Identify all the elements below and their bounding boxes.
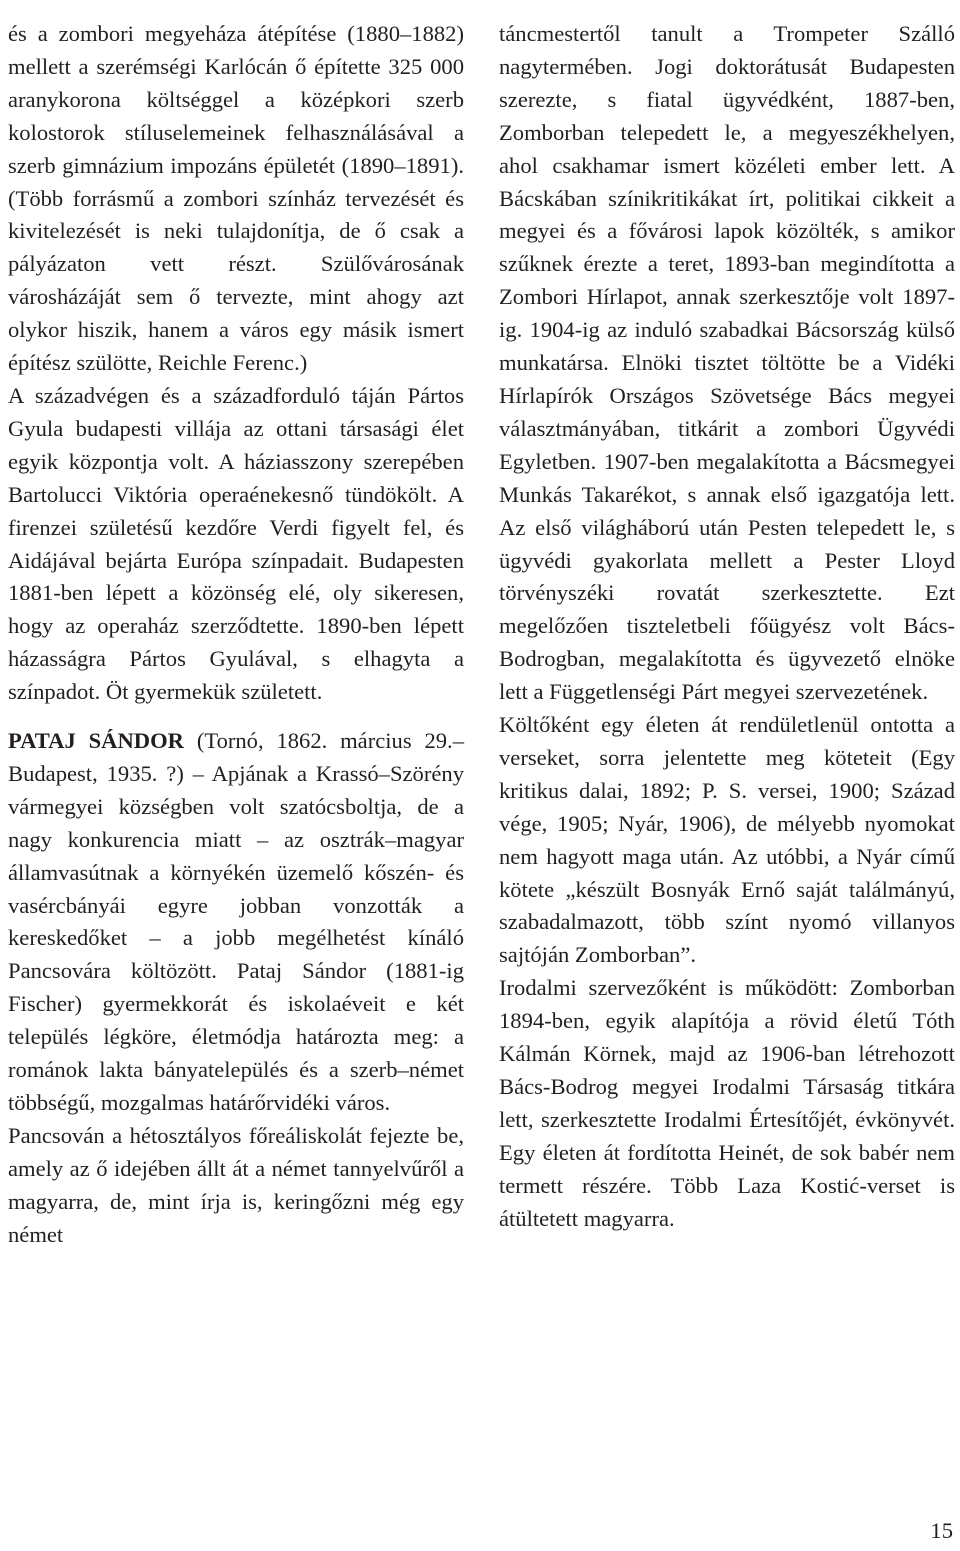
paragraph-pataj-sandor-entry [8,725,464,1120]
paragraph-career-zombor: táncmestertől tanult a Trompeter Szálló nagytermében. Jogi doktorátusát Budapesten szerezte, s fiatal ügyvédként, 1887-ben, Zomborban telepedett le, a megyeszékhelyen, ahol csakhamar ismert közéleti ember lett. A Bácskában színikritikákat írt, politikai cikkeit a megyei és a fővárosi lapok közölték, s amikor szűknek érezte a teret, 1893-ban megindította a Zombori Hírlapot, annak szerkesztője volt 1897-ig. 1904-ig az induló szabadkai Bácsország külső munkatársa. Elnöki tisztet töltötte be a Vidéki Hírlapírók Országos Szövetsége Bács megyei választmányában, titkárit a zombori Ügyvédi Egyletben. 1907-ben megalakította a Bácsmegyei Munkás Takarékot, s annak első igazgatója lett. Az első világháború után Pesten telepedett le, s ügyvédi gyakorlata mellett a Pester Lloyd törvényszéki rovatát szerkesztette. Ezt megelőzően tiszteletbeli főügyész volt Bács-Bodrogban, megalakította és ügyvezető elnöke lett a Függetlenségi Párt megyei szervezetének. [499,21,955,705]
paragraph-poetry: Költőként egy életen át rendületlenül ontotta a verseket, sorra jelentette meg köteteit (Egy kritikus dalai, 1892; P. S. versei, 1900; Század vége, 1905; Nyár, 1906), de mélyebb nyomokat nem hagyott maga után. Az utóbbi, a Nyár című kötete „készült Bosnyák Ernő saját találmányú, szabadalmazott, több színt nyomó villanyos sajtóján Zomborban”. [499,712,955,968]
entry-name-pataj-sandor: PATAJ SÁNDOR [8,728,184,754]
paragraph-partos-villa: A századvégen és a századforduló táján Pártos Gyula budapesti villája az ottani társasági élet egyik központja volt. A háziasszony szerepében Bartolucci Viktória operaénekesnő tündökölt. A firenzei születésű kezdőre Verdi figyelt fel, és Aidájával bejárta Európa színpadait. Budapesten 1881-ben lépett a közönség elé, oly sikeresen, hogy az operaház szerződtette. 1890-ben lépett házasságra Pártos Gyulával, s elhagyta a színpadot. Öt gyermekük született. [8,382,464,705]
paragraph-pancsova-school: Pancsován a hétosztályos főreáliskolát fejezte be, amely az ő idejében állt át a német tannyelvűről a magyarra, de, mint írja is, keringőzni még egy német [8,1122,464,1247]
page-number: 15 [930,1518,953,1543]
paragraph-literary-organizer: Irodalmi szervezőként is működött: Zomborban 1894-ben, egyik alapítója a rövid életű Tóth Kálmán Körnek, majd az 1906-ban létrehozott Bács-Bodrog megyei Irodalmi Társaság titkára lett, szerkesztette Irodalmi Értesítőjét, évkönyvét. Egy életen át fordította Heinét, de sok babér nem termett részére. Több Laza Kostić-verset is átültetett magyarra. [499,975,955,1231]
paragraph-karloca-gymnasium: és a zombori megyeháza átépítése (1880–1882) mellett a szerémségi Karlócán ő építette 325 000 aranykorona költséggel a középkori szerb kolostorok stíluselemeinek felhasználásával a szerb gimnázium impozáns épületét (1890–1891). (Több forrásmű a zombori színház tervezését és kivitelezését is neki tulajdonítja, de ő csak a pályázaton vett részt. Szülővárosának városházáját sem ő tervezte, mint ahogy azt olykor hiszik, hanem a város egy másik ismert építész szülötte, Reichle Ferenc.) [8,21,464,376]
entry-biography-text: (Tornó, 1862. március 29.–Budapest, 1935. ?) – Apjának a Krassó–Szörény vármegyei községben volt szatócsboltja, de a nagy konkurencia miatt – az osztrák–magyar államvasútnak a környékén üzemelő kőszén- és vasércbányái egyre jobban vonzották a kereskedőket – a jobb megélhetést kínáló Pancsovára költözött. Pataj Sándor (1881-ig Fischer) gyermekkorát és iskolaéveit e két település légköre, életmódja határozta meg: a románok lakta bányatelepülés és a szerb–német többségű, mozgalmas határőrvidéki város. [8,728,464,1115]
left-text-column [8,18,464,1252]
right-text-column [499,18,955,1236]
